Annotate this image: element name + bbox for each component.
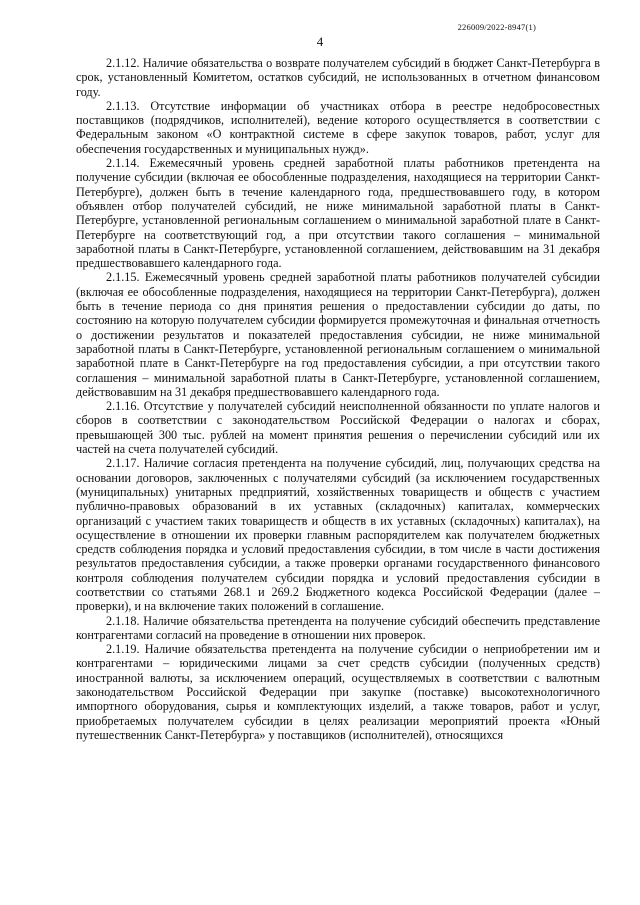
paragraph-2-1-18: 2.1.18. Наличие обязательства претендента на получение субсидий обеспечить представление контрагентами согласий на проведение в отношении них проверок. xyxy=(76,613,600,642)
document-registration-number: 226009/2022-8947(1) xyxy=(457,22,536,32)
paragraph-2-1-14: 2.1.14. Ежемесячный уровень средней заработной платы работников претендента на получение субсидии (включая ее обособленные подразделения, находящиеся на территории Санкт-Петербурге), должен быть в течение календарного года, предшествовавшего году, в котором объявлен отбор получателей субсидий, не ниже минимальной заработной платы в Санкт-Петербурге, установленной региональным соглашением о минимальной заработной плате в Санкт-Петербурге на соответствующий год, а при отсутствии такого соглашения – минимальной заработной платы в Санкт-Петербурге, установленной соглашением, действовавшим на 31 декабря предшествовавшего календарного года. xyxy=(76,156,600,271)
paragraph-2-1-12: 2.1.12. Наличие обязательства о возврате получателем субсидий в бюджет Санкт-Петербурга в срок, установленный Комитетом, остатков субсидий, не использованных в отчетном финансовом году. xyxy=(76,56,600,99)
paragraph-2-1-15: 2.1.15. Ежемесячный уровень средней заработной платы работников получателей субсидии (включая ее обособленные подразделения, находящиеся на территории Санкт-Петербурга), должен быть в течение периода со дня принятия решения о предоставлении субсидии до даты, по состоянию на которую получателем субсидии формируется промежуточная и финальная отчетность о достижении результатов и показателей предоставления субсидии, не ниже минимальной заработной платы в Санкт-Петербурге, установленной региональным соглашением о минимальной заработной плате в Санкт-Петербурге на год предоставления субсидии, а при отсутствии такого соглашения – минимальной заработной платы в Санкт-Петербурге, установленной соглашением, действовавшим на 31 декабря предшествовавшего календарного года. xyxy=(76,270,600,399)
paragraph-2-1-17: 2.1.17. Наличие согласия претендента на получение субсидий, лиц, получающих средства на основании договоров, заключенных с получателями субсидий (за исключением государственных (муниципальных) унитарных предприятий, хозяйственных товариществ и обществ с участием публично-правовых образований в их уставных (складочных) капиталах, коммерческих организаций с участием таких товариществ и обществ в их уставных (складочных) капиталах), на осуществление в отношении их проверки главным распорядителем как получателем бюджетных средств соблюдения порядка и условий предоставления субсидии, в том числе в части достижения результатов предоставления субсидии, а также проверки органами государственного финансового контроля соблюдения получателем субсидии порядка и условий предоставления субсидии в соответствии со статьями 268.1 и 269.2 Бюджетного кодекса Российской Федерации (далее – проверки), и на включение таких положений в соглашение. xyxy=(76,456,600,614)
document-body xyxy=(76,56,600,742)
paragraph-2-1-13: 2.1.13. Отсутствие информации об участниках отбора в реестре недобросовестных поставщиков (подрядчиков, исполнителей), ведение которого осуществляется в соответствии с Федеральным законом «О контрактной системе в сфере закупок товаров, работ, услуг для обеспечения государственных и муниципальных нужд». xyxy=(76,98,600,156)
page-number: 4 xyxy=(316,34,324,49)
paragraph-2-1-16: 2.1.16. Отсутствие у получателей субсидий неисполненной обязанности по уплате налогов и сборов в соответствии с законодательством Российской Федерации о налогах и сборах, превышающей 300 тыс. рублей на момент принятия решения о перечислении субсидий или их частей на счета получателей субсидий. xyxy=(76,399,600,457)
paragraph-2-1-19: 2.1.19. Наличие обязательства претендента на получение субсидии о неприобретении им и контрагентами – юридическими лицами за счет средств субсидии (полученных средств) иностранной валюты, за исключением операций, осуществляемых в соответствии с валютным законодательством Российской Федерации при закупке (поставке) высокотехнологичного импортного оборудования, сырья и комплектующих изделий, а также товаров, работ и услуг, приобретаемых получателем субсидии в целях реализации мероприятий проекта «Юный путешественник Санкт-Петербурга» у поставщиков (исполнителей), относящихся xyxy=(76,642,600,742)
